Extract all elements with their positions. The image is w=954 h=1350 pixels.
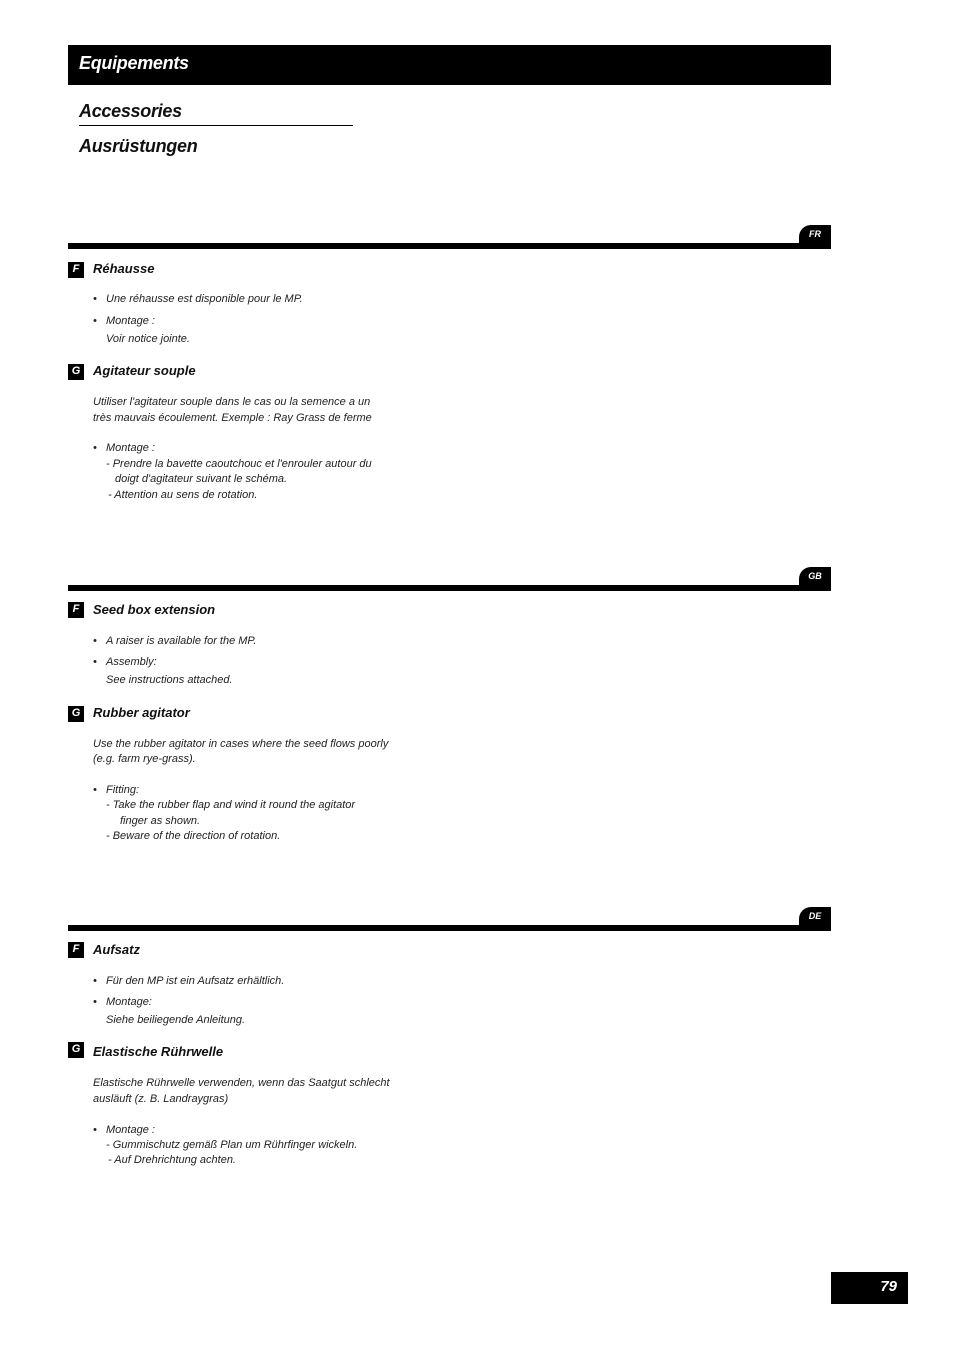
list-item: A raiser is available for the MP. [106,635,257,647]
page-number-box [831,1272,908,1304]
heading-f: Réhausse [93,261,155,276]
sub-item-cont: doigt d'agitateur suivant le schéma. [115,473,288,485]
paragraph-line: Use the rubber agitator in cases where the seed flows poorly [93,738,389,750]
header-bar [68,45,831,85]
f-marker: F [68,602,84,618]
sub-item: - Gummischutz gemäß Plan um Rührfinger wickeln. [106,1139,358,1151]
sub-item: - Auf Drehrichtung achten. [108,1154,236,1166]
language-code: DE [808,911,822,921]
bullet: • [93,442,97,454]
bullet: • [93,293,97,305]
heading-f: Seed box extension [93,602,216,617]
list-item: Montage : [106,315,155,327]
g-marker: G [68,706,84,722]
list-item: Fitting: [106,784,140,796]
subtitle-german: Ausrüstungen [79,136,198,156]
heading-f: Aufsatz [93,942,140,957]
bullet: • [93,975,97,987]
paragraph-line: (e.g. farm rye-grass). [93,753,196,765]
bullet: • [93,1124,97,1136]
heading-g: Agitateur souple [93,363,196,378]
sub-item: - Prendre la bavette caoutchouc et l'enrouler autour du [106,458,372,470]
g-marker: G [68,364,84,380]
section-de [68,907,832,1187]
section-gb [68,567,832,857]
paragraph-line: Elastische Rührwelle verwenden, wenn das Saatgut schlecht [93,1077,390,1089]
section-fr [68,225,832,515]
sub-item-cont: finger as shown. [120,815,201,827]
section-rule [68,243,830,249]
list-item: Montage: [106,996,152,1008]
section-rule [68,925,830,931]
f-marker: F [68,262,84,278]
bullet: • [93,635,97,647]
f-marker: F [68,942,84,958]
bullet: • [93,784,97,796]
list-item: Montage : [106,1124,155,1136]
list-item-detail: Siehe beiliegende Anleitung. [106,1014,246,1026]
language-tab-gb [799,567,831,591]
language-code: FR [809,229,821,239]
bullet: • [93,315,97,327]
bullet: • [93,996,97,1008]
subtitle-english: Accessories [79,101,182,121]
subtitle-rule [79,125,353,126]
paragraph-line: ausläuft (z. B. Landraygras) [93,1093,229,1105]
paragraph-line: Utiliser l'agitateur souple dans le cas ou la semence a un [93,396,371,408]
g-marker: G [68,1042,84,1058]
section-rule [68,585,830,591]
list-item-detail: See instructions attached. [106,674,233,686]
heading-g: Elastische Rührwelle [93,1044,224,1059]
sub-item: - Attention au sens de rotation. [108,489,258,501]
list-item: Für den MP ist ein Aufsatz erhältlich. [106,975,285,987]
language-code: GB [808,571,822,581]
list-item: Assembly: [106,656,157,668]
page-title: Equipements [79,53,189,73]
language-tab-fr [799,225,831,249]
list-item: Une réhausse est disponible pour le MP. [106,293,303,305]
bullet: • [93,656,97,668]
heading-g: Rubber agitator [93,705,190,720]
language-tab-de [799,907,831,931]
list-item-detail: Voir notice jointe. [106,333,190,345]
paragraph-line: très mauvais écoulement. Exemple : Ray Grass de ferme [93,412,372,424]
list-item: Montage : [106,442,155,454]
page-number: 79 [880,1278,897,1295]
sub-item: - Take the rubber flap and wind it round the agitator [106,799,356,811]
sub-item: - Beware of the direction of rotation. [106,830,281,842]
